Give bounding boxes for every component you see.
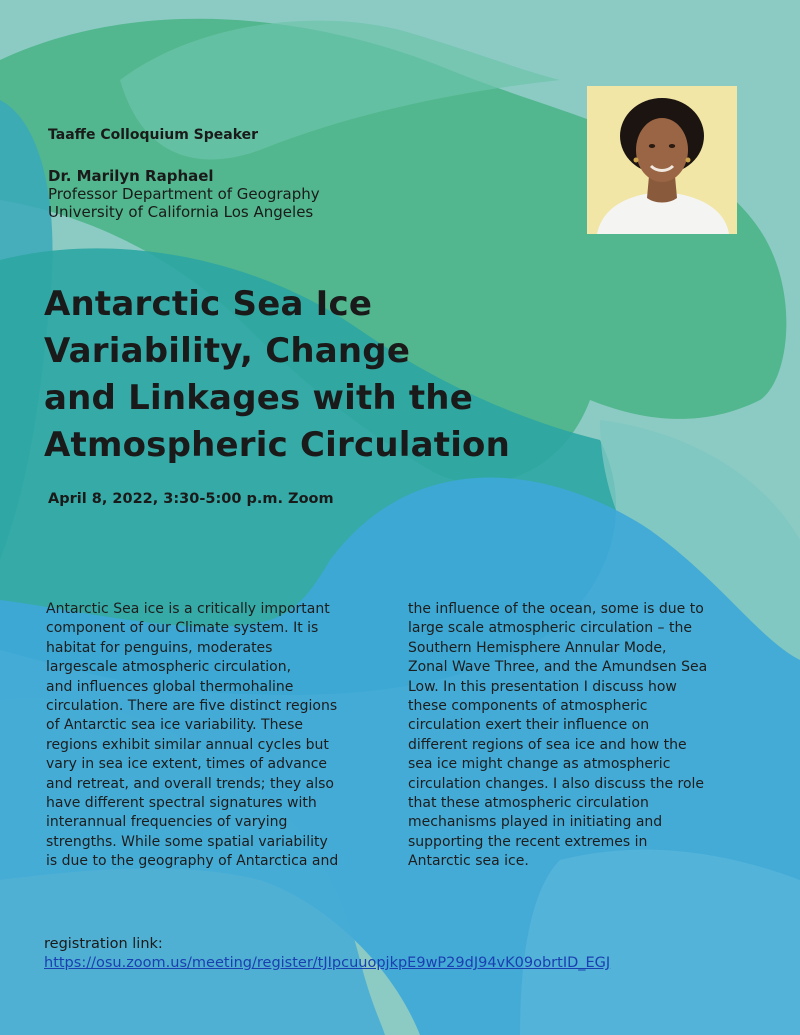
event-series-label: Taaffe Colloquium Speaker (48, 127, 259, 143)
speaker-position: Professor Department of Geography (48, 185, 320, 203)
event-date: April 8, 2022, 3:30-5:00 p.m. Zoom (48, 491, 334, 507)
title-line: Antarctic Sea Ice (44, 284, 373, 324)
speaker-name: Dr. Marilyn Raphael (48, 167, 214, 185)
abstract-column-1: Antarctic Sea ice is a critically important component of our Climate system. It is habitat for penguins, moderates largescale atmospheric circulation, and influences global thermohaline circulation. There are five distinct regions of Antarctic sea ice variability. These regions exhibit similar annual cycles but vary in sea ice extent, times of advance and retreat, and overall trends; they also have different spectral signatures with interannual frequencies of varying strengths. While some spatial variability is due to the geography of Antarctica and (46, 601, 339, 870)
registration-label: registration link: (44, 936, 163, 952)
speaker-institution: University of California Los Angeles (48, 203, 314, 221)
title-line: Variability, Change (44, 331, 411, 371)
title-line: and Linkages with the (44, 378, 473, 418)
title-line: Atmospheric Circulation (44, 425, 511, 465)
abstract-column-2: the influence of the ocean, some is due to large scale atmospheric circulation – the Southern Hemisphere Annular Mode, Zonal Wave Three, and the Amundsen Sea Low. In this presentation I discuss how these components of atmospheric circulation exert their influence on different regions of sea ice and how the sea ice might change as atmospheric circulation changes. I also discuss the role that these atmospheric circulation mechanisms played in initiating and supporting the recent extremes in Antarctic sea ice. (408, 601, 708, 870)
registration-link[interactable]: https://osu.zoom.us/meeting/register/tJIpcuuopjkpE9wP29dJ94vK09obrtID_EGJ (44, 955, 611, 971)
speaker-info (48, 167, 320, 221)
talk-title (44, 281, 604, 469)
speaker-photo (587, 86, 737, 234)
